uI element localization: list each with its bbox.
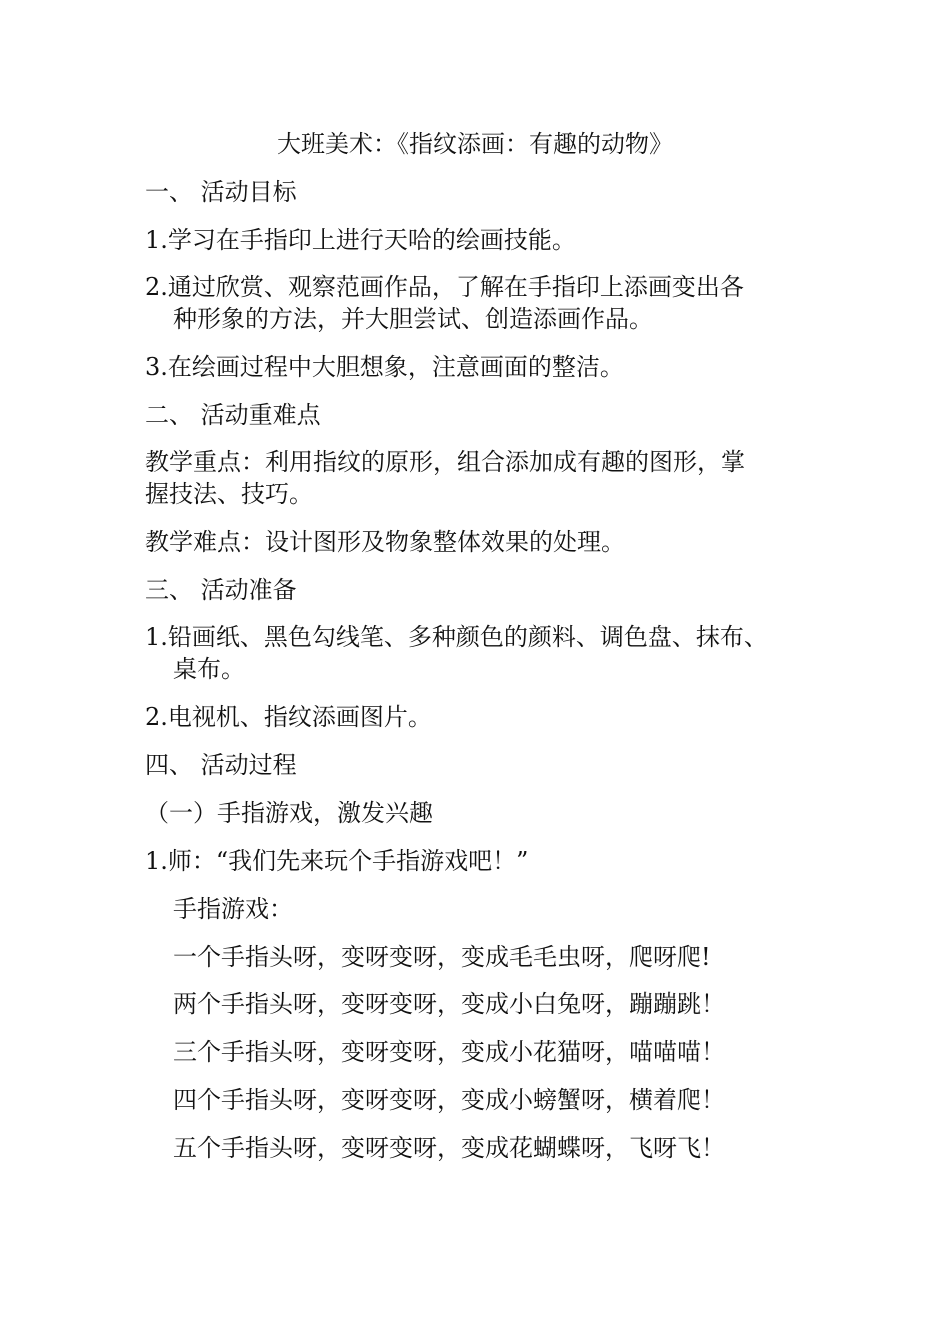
section-heading-key-points: 二、 活动重难点 [145, 401, 321, 429]
section-heading-process: 四、 活动过程 [145, 751, 297, 779]
finger-game-line-3: 三个手指头呀，变呀变呀，变成小花猫呀，喵喵喵！ [173, 1038, 725, 1066]
document-title: 大班美术：《指纹添画：有趣的动物》 [277, 130, 673, 158]
section-heading-preparation: 三、 活动准备 [145, 576, 297, 604]
goal-item-1: 1.学习在手指印上进行天哈的绘画技能。 [145, 226, 576, 254]
process-subheading-1: （一）手指游戏，激发兴趣 [145, 799, 433, 827]
finger-game-line-1: 一个手指头呀，变呀变呀，变成毛毛虫呀，爬呀爬! [173, 943, 711, 971]
goal-item-3: 3.在绘画过程中大胆想象，注意画面的整洁。 [145, 353, 624, 381]
finger-game-line-4: 四个手指头呀，变呀变呀，变成小螃蟹呀，横着爬！ [173, 1086, 725, 1114]
key-point-line-2: 握技法、技巧。 [145, 480, 313, 508]
goal-item-2-line-1: 2.通过欣赏、观察范画作品，了解在手指印上添画变出各 [145, 273, 744, 301]
finger-game-label: 手指游戏： [173, 895, 293, 923]
preparation-item-2: 2.电视机、指纹添画图片。 [145, 703, 432, 731]
key-point-line-1: 教学重点：利用指纹的原形，组合添加成有趣的图形，掌 [145, 448, 745, 476]
finger-game-line-5: 五个手指头呀，变呀变呀，变成花蝴蝶呀，飞呀飞！ [173, 1134, 725, 1162]
section-heading-goals: 一、 活动目标 [145, 178, 297, 206]
preparation-item-1-line-1: 1.铅画纸、黑色勾线笔、多种颜色的颜料、调色盘、抹布、 [145, 623, 768, 651]
preparation-item-1-line-2: 桌布。 [173, 655, 245, 683]
process-item-1: 1.师：“我们先来玩个手指游戏吧！” [145, 847, 529, 875]
finger-game-line-2: 两个手指头呀，变呀变呀，变成小白兔呀，蹦蹦跳！ [173, 990, 725, 1018]
goal-item-2-line-2: 种形象的方法，并大胆尝试、创造添画作品。 [173, 305, 653, 333]
difficulty-point: 教学难点：设计图形及物象整体效果的处理。 [145, 528, 625, 556]
